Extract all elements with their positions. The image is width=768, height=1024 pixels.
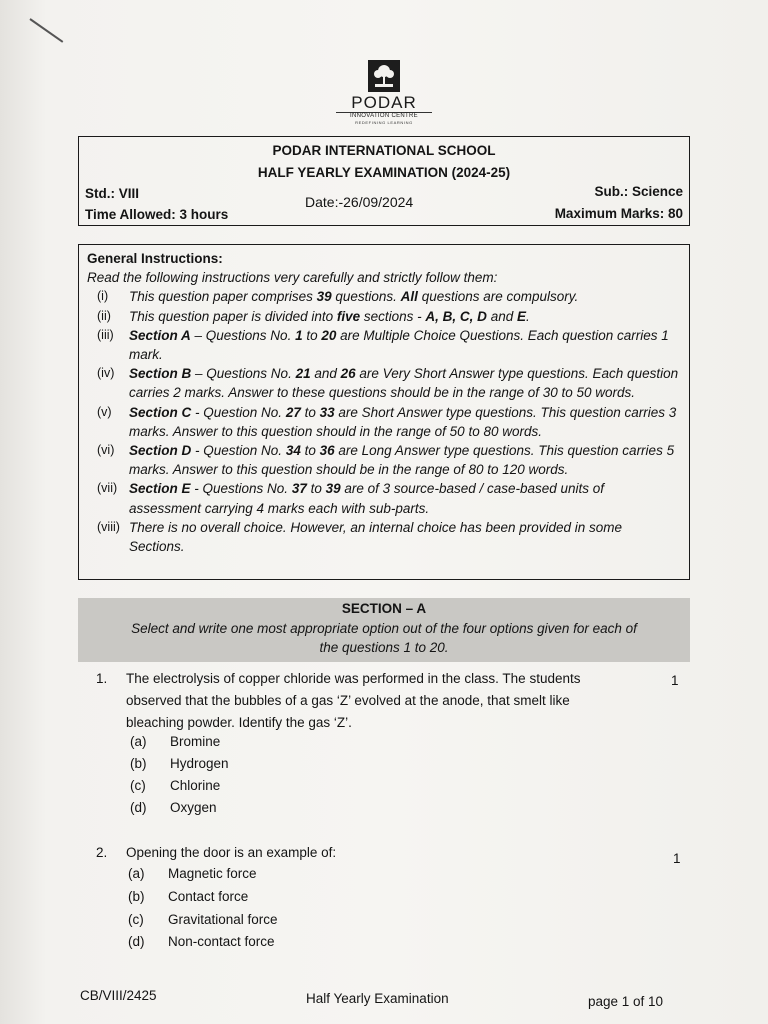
section-a-header: [78, 598, 690, 662]
school-logo: [336, 60, 432, 126]
instruction-text: Section D - Question No. 34 to 36 are Long Answer type questions. This question carries 5 marks. Answer to this question should be in the range of 80 to 120 words.: [129, 443, 675, 478]
std-label: Std.: VIII: [85, 186, 139, 201]
option-text: Oxygen: [170, 800, 217, 815]
instruction-text: Section E - Questions No. 37 to 39 are of 3 source-based / case-based units of assessment carrying 4 marks each with sub-parts.: [129, 481, 605, 516]
question-number: 2.: [96, 845, 108, 860]
option-text: Magnetic force: [168, 866, 257, 881]
instruction-item: [87, 307, 679, 326]
option-label: (c): [130, 778, 146, 793]
instruction-text: Section B – Questions No. 21 and 26 are Very Short Answer type questions. Each question carries 2 marks. Answer to these questions should be in the range of 30 to 50 words.: [129, 366, 679, 401]
instruction-item: [87, 479, 679, 517]
instruction-number: (i): [97, 289, 109, 304]
option-label: (a): [130, 734, 147, 749]
option-label: (a): [128, 866, 145, 881]
logo-tagline: REDEFINING LEARNING: [355, 120, 413, 125]
page-number: page 1 of 10: [588, 994, 664, 1009]
option-label: (c): [128, 912, 144, 927]
time-allowed: Time Allowed: 3 hours: [85, 207, 229, 222]
option-text: Hydrogen: [170, 756, 229, 771]
general-instructions: [78, 244, 690, 580]
tree-icon: [368, 60, 400, 92]
maximum-marks: Maximum Marks: 80: [554, 206, 683, 221]
option-label: (b): [128, 889, 145, 904]
option-label: (d): [128, 934, 145, 949]
footer-title: Half Yearly Examination: [306, 991, 449, 1006]
option-text: Gravitational force: [168, 912, 278, 927]
question-number: 1.: [96, 671, 108, 686]
option-text: Non-contact force: [168, 934, 275, 949]
question-marks: 1: [671, 673, 679, 688]
exam-header: [78, 136, 690, 226]
logo-name: PODAR: [351, 93, 417, 112]
instruction-text: Section C - Question No. 27 to 33 are Short Answer type questions. This question carries 3 marks. Answer to this question should in the range of 50 to 80 words.: [129, 404, 677, 439]
exam-title: HALF YEARLY EXAMINATION (2024-25): [257, 165, 511, 180]
instruction-text: This question paper comprises 39 questions. All questions are compulsory.: [129, 289, 579, 305]
instruction-number: (iv): [97, 366, 115, 381]
instructions-intro: Read the following instructions very carefully and strictly follow them:: [87, 270, 498, 286]
instruction-text: Section A – Questions No. 1 to 20 are Multiple Choice Questions. Each question carries 1 mark.: [129, 327, 669, 363]
instruction-item: [87, 364, 679, 402]
instruction-number: (vi): [97, 443, 115, 458]
instructions-list: [87, 287, 679, 556]
school-name: PODAR INTERNATIONAL SCHOOL: [272, 143, 496, 158]
instructions-title: General Instructions:: [87, 251, 223, 266]
instruction-number: (viii): [97, 519, 120, 534]
footer-code: CB/VIII/2425: [80, 988, 157, 1003]
question-text-line: observed that the bubbles of a gas ‘Z’ evolved at the anode, that smelt like: [126, 693, 570, 708]
section-instruction-line2: the questions 1 to 20.: [319, 640, 449, 655]
instruction-item: [87, 287, 679, 306]
question-text-line: Opening the door is an example of:: [126, 845, 337, 860]
instruction-number: (ii): [97, 308, 111, 323]
instruction-item: [87, 326, 679, 364]
instruction-text: There is no overall choice. However, an internal choice has been provided in some Sections.: [129, 519, 623, 555]
section-instruction-line1: Select and write one most appropriate option out of the four options given for each of: [131, 620, 637, 636]
instruction-text: This question paper is divided into five sections - A, B, C, D and E.: [129, 308, 530, 324]
option-text: Bromine: [170, 734, 221, 749]
subject-label: Sub.: Science: [594, 184, 683, 199]
instruction-item: [87, 403, 679, 441]
instruction-number: (vii): [97, 481, 118, 496]
pen-mark: [29, 18, 63, 43]
option-label: (d): [130, 800, 147, 815]
instruction-number: (iii): [97, 327, 114, 342]
exam-date: Date:-26/09/2024: [305, 194, 414, 210]
instruction-item: [87, 441, 679, 479]
question-text-line: bleaching powder. Identify the gas ‘Z’.: [126, 715, 352, 730]
question-marks: 1: [673, 851, 681, 866]
section-title: SECTION – A: [341, 601, 427, 616]
question-text-line: The electrolysis of copper chloride was performed in the class. The students: [126, 671, 581, 686]
option-text: Contact force: [168, 889, 249, 904]
logo-subtitle: INNOVATION CENTRE: [336, 112, 432, 120]
option-label: (b): [130, 756, 147, 771]
option-text: Chlorine: [170, 778, 221, 793]
instruction-number: (v): [97, 404, 112, 419]
instruction-item: [87, 518, 679, 556]
